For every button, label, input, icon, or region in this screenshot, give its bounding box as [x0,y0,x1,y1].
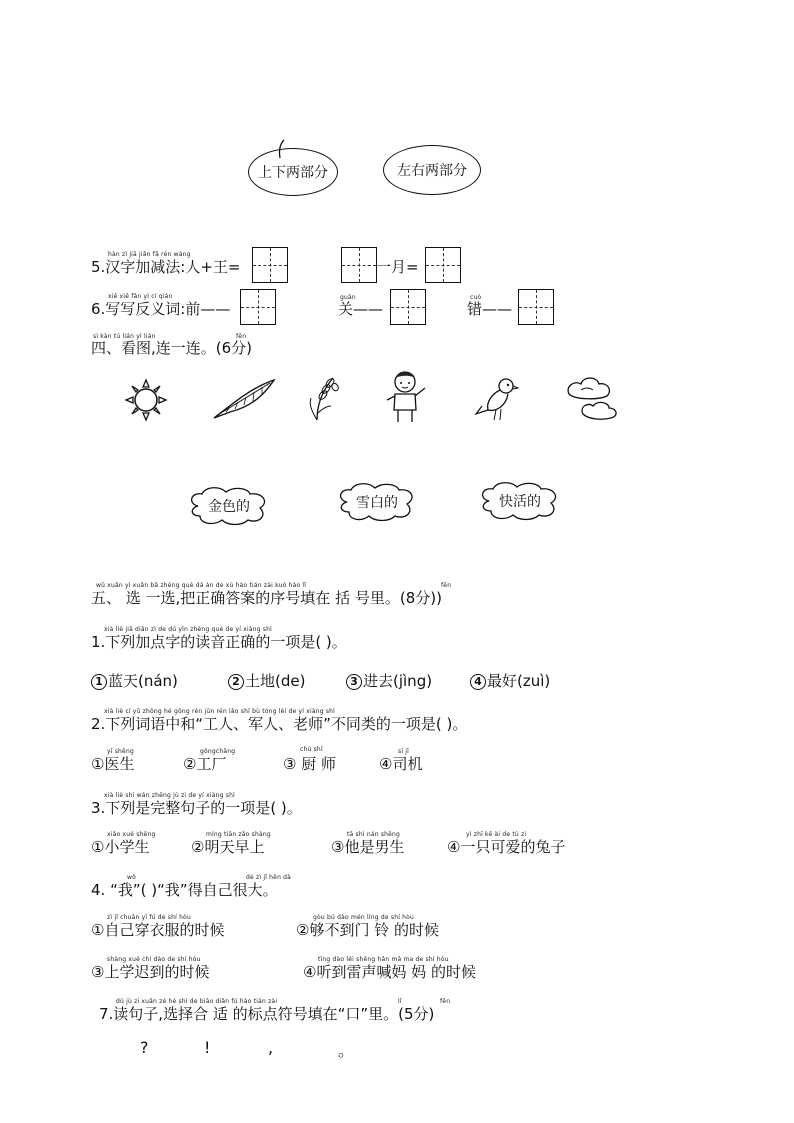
q1-text: 1.下列加点字的读音正确的一项是( )。 [91,633,347,651]
q4-wo-pinyin: wǒ [127,874,136,881]
section5-fen-pinyin: fēn [441,582,452,589]
q3-option-2-pinyin: míng tiān zǎo shàng [206,831,271,838]
q4-option-3-pinyin: shàng xué chí dào de shí hòu [107,956,201,963]
label-happy-text: 快活的 [499,494,541,510]
q5-month-eq: 一月= [376,258,419,276]
oval-left-right [383,145,481,195]
q4-option-4-pinyin: tīng dào léi shēng hǎn mā ma de shí hòu [318,956,449,963]
q6-pinyin: xiě xiě fǎn yì cí qián [108,293,173,300]
q4-option-1-pinyin: zì jǐ chuān yī fú de shí hòu [107,914,191,921]
q6-answer-box-2[interactable] [390,289,426,325]
oval-top-bottom [248,148,338,196]
q4-rest-pinyin: dé zì jǐ hěn dà [246,874,292,881]
q5-pinyin: hàn zì jiā jiǎn fǎ rén wáng [108,251,191,258]
q4-option-3[interactable]: ③上学迟到的时候 [91,963,210,981]
punct-comma[interactable]: , [268,1038,274,1057]
sun-icon [122,376,170,424]
q2-pinyin: xià liè cí yǔ zhōng hé gōng rén jūn rén lǎo shī bù tóng lèi de yí xiàng shì [104,708,336,715]
q6-guan: 关—— [338,300,384,318]
label-snowwhite-text: 雪白的 [356,495,398,511]
label-snowwhite[interactable] [337,482,417,522]
q3-option-1[interactable]: ①小学生 [91,838,150,856]
q2-option-2-pinyin: gōngchǎng [200,748,236,755]
q4-option-4[interactable]: ④听到雷声喊妈 妈 的时候 [303,963,476,981]
q3-option-4-pinyin: yì zhī kě ài de tù zi [466,831,527,838]
label-happy[interactable] [479,481,561,521]
q4-option-2[interactable]: ②够不到门 铃 的时候 [296,921,439,939]
q5-text: 5.汉字加减法:人+王= [91,258,241,276]
q4-text: 4. “我”( )“我”得自己很大。 [91,881,278,899]
option-number: 1 [91,674,107,690]
q7-text: 7.读句子,选择合 适 的标点符号填在“口”里。(5分) [99,1005,435,1023]
section4-fen-pinyin: fēn [236,333,247,340]
q6-answer-box-1[interactable] [240,289,276,325]
label-golden-text: 金色的 [208,499,250,515]
q2-option-2[interactable]: ②工厂 [183,755,227,773]
q1-option-1-text: 蓝天(nán) [108,672,178,690]
q2-option-1-pinyin: yī shēng [107,748,134,755]
q1-option-4-text: 最好(zuì) [487,672,551,690]
q6-text: 6.写写反义词:前—— [91,300,231,318]
q3-option-3-pinyin: tā shì nán shēng [347,831,401,838]
q4-option-1[interactable]: ①自己穿衣服的时候 [91,921,225,939]
q5-source-box[interactable] [341,247,377,283]
punct-question[interactable]: ? [140,1038,149,1057]
q7-fen-pinyin: fēn [440,998,451,1005]
q2-option-3-pinyin: chú shī [300,746,323,753]
q1-option-4[interactable] [470,672,550,690]
q5-answer-box-2[interactable] [425,247,461,283]
q6-cuo: 错—— [467,300,513,318]
punct-exclamation[interactable]: ! [204,1038,211,1057]
q3-option-3[interactable]: ③他是男生 [331,838,405,856]
section5-pinyin: wǔ xuǎn yì xuǎn bǎ zhèng què dá àn de xù hào tián zài kuò hào lǐ [96,582,307,589]
q2-option-4[interactable]: ④司机 [379,755,423,773]
q1-option-3[interactable] [346,672,432,690]
bird-icon [472,376,520,422]
wheat-icon [303,374,343,422]
q1-pinyin: xià liè jiā diǎn zì de dú yīn zhèng què de yí xiàng shì [104,626,273,633]
q2-option-4-pinyin: sī jī [398,748,410,755]
feather-icon [210,376,278,420]
q1-option-1[interactable] [91,672,178,690]
section5-title: 五、 选 一选,把正确答案的序号填在 括 号里。(8分)) [91,589,442,607]
section4-pinyin: sì kàn tú lián yì lián [93,333,156,340]
q6-answer-box-3[interactable] [518,289,554,325]
oval-left-right-label: 左右两部分 [397,163,467,179]
q7-pinyin: dú jù zi xuǎn zé hé shì de biāo diǎn fú hào tián zài [116,998,278,1005]
punct-period[interactable]: 。 [338,1041,355,1060]
q1-option-2-text: 土地(de) [245,672,306,690]
q3-option-1-pinyin: xiǎo xué shēng [107,831,156,838]
q3-pinyin: xià liè shì wán zhěng jù zi de yí xiàng shì [104,792,235,799]
q7-li-pinyin: lǐ [398,998,402,1005]
section4-title: 四、看图,连一连。(6分) [91,339,253,357]
q5-answer-box-1[interactable] [252,247,288,283]
q3-text: 3.下列是完整句子的一项是( )。 [91,799,302,817]
q6-guan-pinyin: guān [340,294,356,301]
q6-cuo-pinyin: cuò [470,294,482,301]
q2-text: 2.下列词语中和“工人、军人、老师”不同类的一项是( )。 [91,715,468,733]
oval-top-bottom-label: 上下两部分 [258,165,328,181]
q1-option-3-text: 进去(jìng) [363,672,433,690]
q4-option-2-pinyin: gòu bú dào mén líng de shí hòu [313,914,415,921]
q2-option-3[interactable]: ③ 厨 师 [283,755,336,773]
q3-option-2[interactable]: ②明天早上 [191,838,265,856]
q2-option-1[interactable]: ①医生 [91,755,135,773]
option-number: 2 [228,674,244,690]
label-golden[interactable] [188,486,270,526]
option-number: 4 [470,674,486,690]
boy-icon [383,368,429,424]
q1-option-2[interactable] [228,672,305,690]
option-number: 3 [346,674,362,690]
q3-option-4[interactable]: ④一只可爱的兔子 [447,838,566,856]
cloud-icon [563,374,621,424]
